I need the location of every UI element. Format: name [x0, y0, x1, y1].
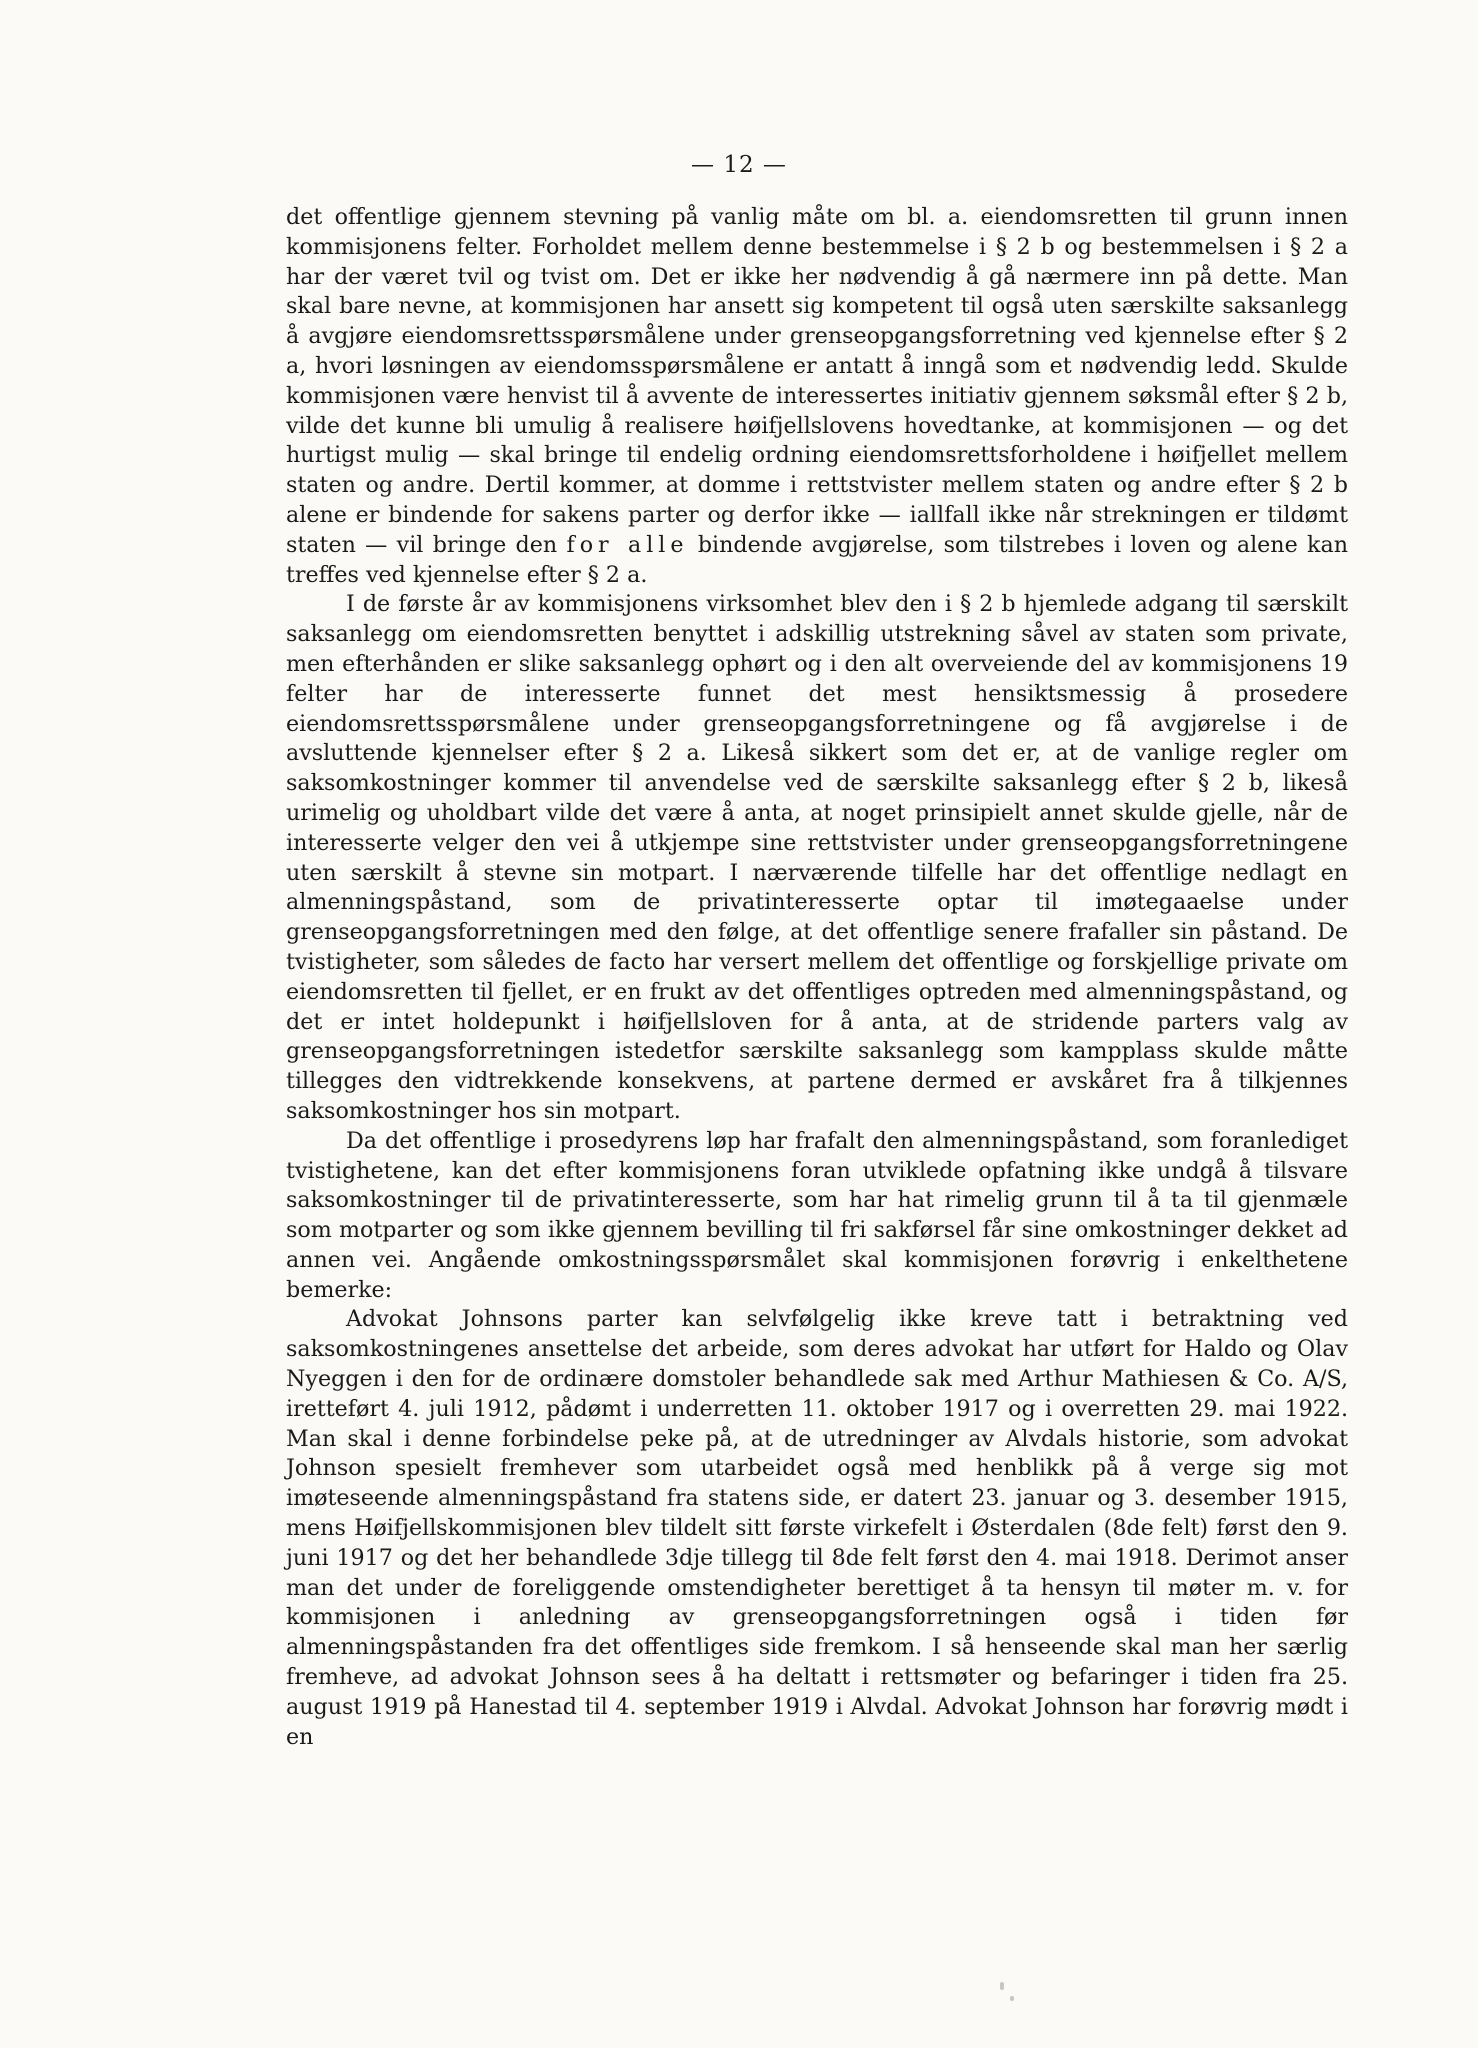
page-number: — 12 —: [691, 152, 787, 178]
paragraph: Advokat Johnsons parter kan selvfølgelig ikke kreve tatt i betraktning ved saksomkostningenes ansettelse det arbeide, som deres advokat har utført for Haldo og Olav Nyeggen i den for de ordinære domstoler behandlede sak med Arthur Mathiesen & Co. A/S, iretteført 4. juli 1912, pådømt i underretten 11. oktober 1917 og i overretten 29. mai 1922. Man skal i denne forbindelse peke på, at de utredninger av Alvdals historie, som advokat Johnson spesielt fremhever som utarbeidet også med henblikk på å verge sig mot imøteseende almenningspåstand fra statens side, er datert 23. januar og 3. desember 1915, mens Høifjellskommisjonen blev tildelt sitt første virkefelt i Østerdalen (8de felt) først den 9. juni 1917 og det her behandlede 3dje tillegg til 8de felt først den 4. mai 1918. Derimot anser man det under de foreliggende omstendigheter berettiget å ta hensyn til møter m. v. for kommisjonen i anledning av grenseopgangsforretningen også i tiden før almenningspåstanden fra det offentliges side fremkom. I så henseende skal man her særlig fremheve, ad advokat Johnson sees å ha deltatt i rettsmøter og befaringer i tiden fra 25. august 1919 på Hanestad til 4. september 1919 i Alvdal. Advokat Johnson har forøvrig mødt i en: [286, 1306, 1348, 1750]
paper-speck: [1000, 1982, 1004, 1990]
body-text: [286, 203, 1348, 1752]
paragraph: Da det offentlige i prosedyrens løp har frafalt den almenningspåstand, som foranlediget tvistighetene, kan det efter kommisjonens foran utviklede opfatning ikke undgå å tilsvare saksomkostninger til de privatinteresserte, som har hat rimelig grunn til å ta til gjenmæle som motparter og som ikke gjennem bevilling til fri sakførsel får sine omkostninger dekket ad annen vei. Angående omkostningsspørsmålet skal kommisjonen forøvrig i enkelthetene bemerke:: [286, 1127, 1348, 1303]
paragraph: I de første år av kommisjonens virksomhet blev den i § 2 b hjemlede adgang til særskilt saksanlegg om eiendomsretten benyttet i adskillig utstrekning såvel av staten som private, men efterhånden er slike saksanlegg ophørt og i den alt overveiende del av kommisjonens 19 felter har de interesserte funnet det mest hensiktsmessig å prosedere eiendomsrettsspørsmålene under grenseopgangsforretningene og få avgjørelse i de avsluttende kjennelser efter § 2 a. Likeså sikkert som det er, at de vanlige regler om saksomkostninger kommer til anvendelse ved de særskilte saksanlegg efter § 2 b, likeså urimelig og uholdbart vilde det være å anta, at noget prinsipielt annet skulde gjelle, når de interesserte velger den vei å utkjempe sine rettstvister under grenseopgangsforretningene uten særskilt å stevne sin motpart. I nærværende tilfelle har det offentlige nedlagt en almenningspåstand, som de privatinteresserte optar til imøtegaaelse under grenseopgangsforretningen med den følge, at det offentlige senere frafaller sin påstand. De tvistigheter, som således de facto har versert mellem det offentlige og forskjellige private om eiendomsretten til fjellet, er en frukt av det offentliges optreden med almenningspåstand, og det er intet holdepunkt i høifjellsloven for å anta, at de stridende parters valg av grenseopgangsforretningen istedetfor særskilte saksanlegg som kampplass skulde måtte tillegges den vidtrekkende konsekvens, at partene dermed er avskåret fra å tilkjennes saksomkostninger hos sin motpart.: [286, 591, 1348, 1124]
spaced-emphasis: for alle: [566, 531, 689, 558]
paragraph-text: bindende avgjørelse, som tilstrebes i loven og alene kan treffes ved kjennelse efter § 2 a.: [286, 531, 1348, 588]
paragraph-text: det offentlige gjennem stevning på vanlig måte om bl. a. eiendomsretten til grunn innen kommisjonens felter. Forholdet mellem denne bestemmelse i § 2 b og bestemmelsen i § 2 a har der været tvil og tvist om. Det er ikke her nødvendig å gå nærmere inn på dette. Man skal bare nevne, at kommisjonen har ansett sig kompetent til også uten særskilte saksanlegg å avgjøre eiendomsrettsspørsmålene under grenseopgangsforretning ved kjennelse efter § 2 a, hvori løsningen av eiendomsspørsmålene er antatt å inngå som et nødvendig ledd. Skulde kommisjonen være henvist til å avvente de interessertes initiativ gjennem søksmål efter § 2 b, vilde det kunne bli umulig å realisere høifjellslovens hovedtanke, at kommisjonen — og det hurtigst mulig — skal bringe til endelig ordning eiendomsrettsforholdene i høifjellet mellem staten og andre. Dertil kommer, at domme i rettstvister mellem staten og andre efter § 2 b alene er bindende for sakens parter og derfor ikke — iallfall ikke når strekningen er tildømt staten — vil bringe den: [286, 204, 1348, 558]
paper-speck: [1010, 1996, 1014, 2001]
paragraph: [286, 203, 1348, 590]
